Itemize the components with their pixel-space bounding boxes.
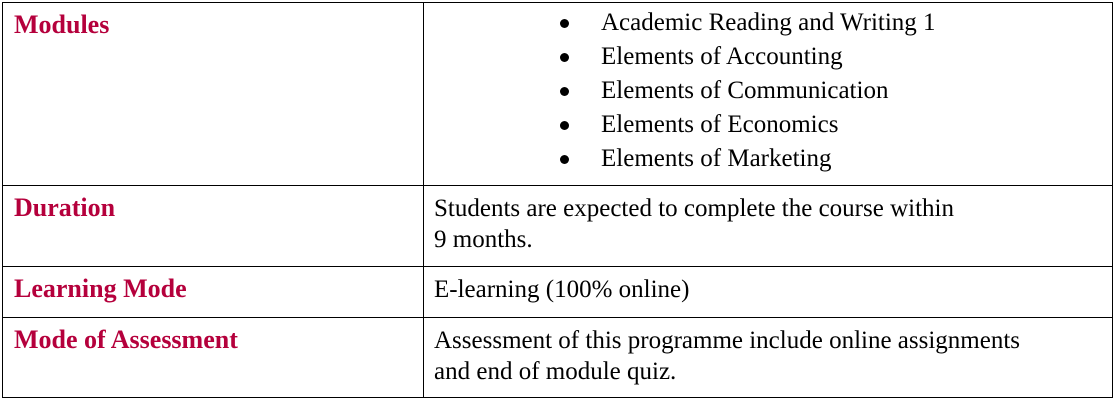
course-info-table [2, 2, 1113, 398]
assessment-text-line-1: Assessment of this programme include online assignments [434, 327, 1021, 354]
duration-value-cell [424, 186, 1113, 267]
learning-mode-label: Learning Mode [14, 274, 187, 303]
assessment-label: Mode of Assessment [14, 325, 238, 354]
assessment-text-line-2: and end of module quiz. [434, 358, 677, 385]
assessment-label-cell [3, 318, 424, 398]
modules-label: Modules [14, 10, 110, 39]
module-name: Elements of Marketing [601, 145, 832, 172]
module-list-item [424, 142, 1112, 176]
module-list-item [424, 6, 1112, 40]
duration-label-cell [3, 186, 424, 267]
modules-value-cell [424, 3, 1113, 186]
module-name: Elements of Communication [601, 77, 889, 104]
duration-value [424, 186, 1112, 255]
assessment-value [424, 318, 1112, 387]
module-list-item [424, 74, 1112, 108]
module-name: Elements of Accounting [601, 43, 843, 70]
duration-row [3, 186, 1113, 267]
duration-label: Duration [14, 193, 116, 222]
bullet-dot-icon [560, 53, 569, 62]
bullet-dot-icon [560, 19, 569, 28]
learning-mode-row [3, 267, 1113, 318]
module-list [424, 3, 1112, 176]
learning-mode-value-cell [424, 267, 1113, 318]
module-name: Elements of Economics [601, 111, 839, 138]
bullet-dot-icon [560, 87, 569, 96]
bullet-dot-icon [560, 155, 569, 164]
learning-mode-label-cell [3, 267, 424, 318]
assessment-value-cell [424, 318, 1113, 398]
module-list-item [424, 108, 1112, 142]
modules-label-cell [3, 3, 424, 186]
modules-row [3, 3, 1113, 186]
module-list-item [424, 40, 1112, 74]
assessment-row [3, 318, 1113, 398]
duration-text-line-2: 9 months. [434, 226, 533, 253]
learning-mode-value: E-learning (100% online) [434, 276, 690, 303]
module-name: Academic Reading and Writing 1 [601, 9, 936, 36]
bullet-dot-icon [560, 121, 569, 130]
duration-text-line-1: Students are expected to complete the course within [434, 195, 954, 222]
